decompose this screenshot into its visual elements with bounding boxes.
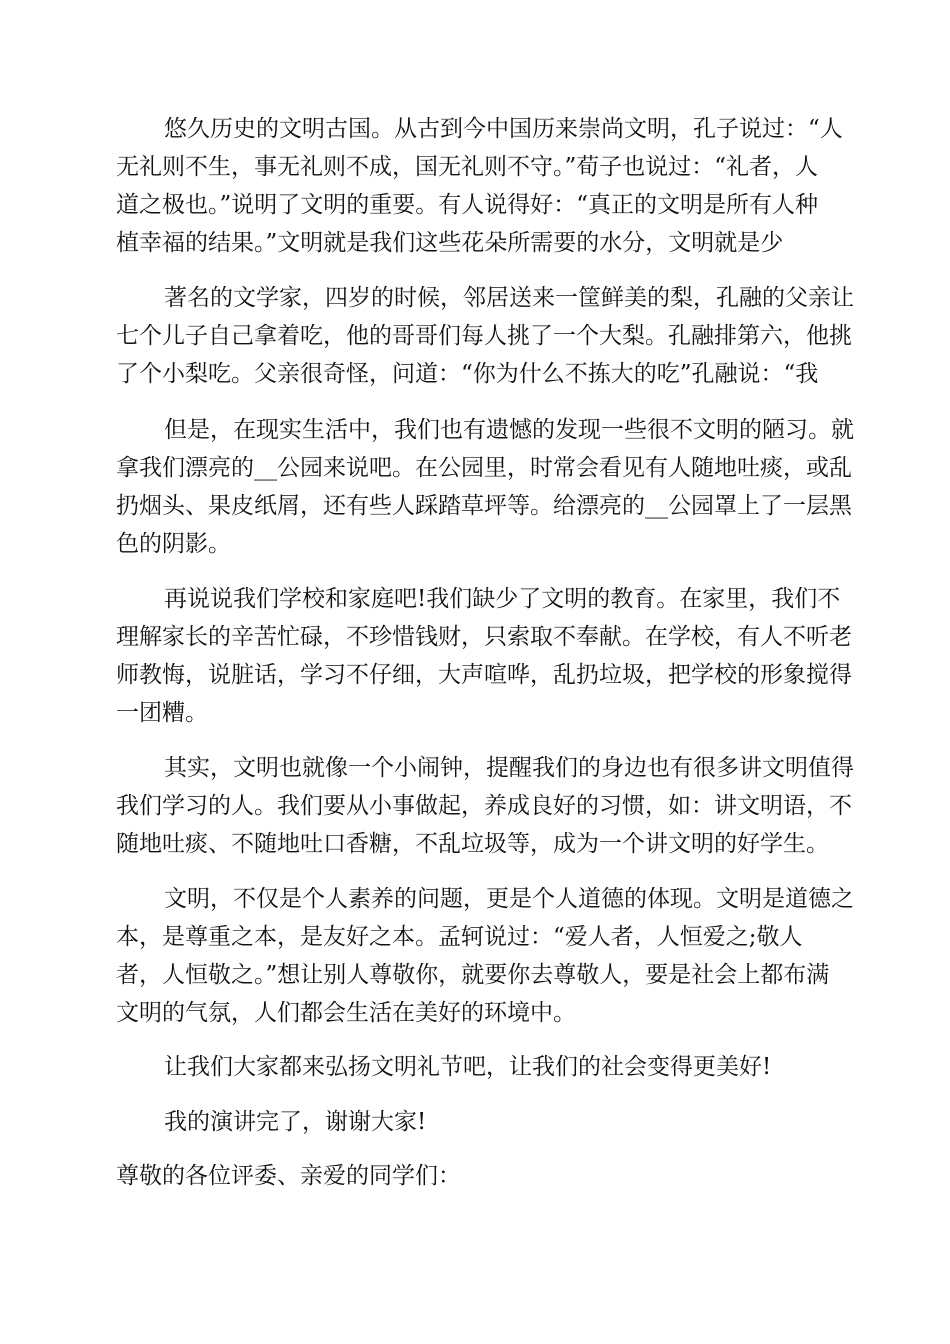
- paragraph-3-line-1: 但是，在现实生活中，我们也有遗憾的发现一些很不文明的陋习。就: [164, 417, 854, 443]
- paragraph-3-line-3: 扔烟头、果皮纸屑，还有些人踩踏草坪等。给漂亮的__公园罩上了一层黑: [116, 493, 852, 519]
- paragraph-3-line-4: 色的阴影。: [116, 531, 231, 557]
- paragraph-1-line-1: 悠久历史的文明古国。从古到今中国历来崇尚文明，孔子说过：“人: [164, 116, 843, 142]
- paragraph-5-line-3: 随地吐痰、不随地吐口香糖，不乱垃圾等，成为一个讲文明的好学生。: [116, 831, 829, 857]
- paragraph-4-line-4: 一团糟。: [116, 700, 208, 726]
- paragraph-6-line-3: 者，人恒敬之。”想让别人尊敬你，就要你去尊敬人，要是社会上都布满: [116, 962, 830, 988]
- paragraph-3-line-2: 拿我们漂亮的__公园来说吧。在公园里，时常会看见有人随地吐痰，或乱: [116, 455, 852, 481]
- paragraph-4-line-3: 师教悔，说脏话，学习不仔细，大声喧哗，乱扔垃圾，把学校的形象搅得: [116, 662, 852, 688]
- paragraph-8-line-1: 我的演讲完了，谢谢大家!: [164, 1109, 427, 1135]
- paragraph-6-line-4: 文明的气氛，人们都会生活在美好的环境中。: [116, 1000, 576, 1026]
- paragraph-1-line-2: 无礼则不生，事无礼则不成，国无礼则不守。”荀子也说过：“礼者，人: [116, 154, 819, 180]
- paragraph-2-line-2: 七个儿子自己拿着吃，他的哥哥们每人挑了一个大梨。孔融排第六，他挑: [116, 323, 852, 349]
- paragraph-1-line-3: 道之极也。”说明了文明的重要。有人说得好：“真正的文明是所有人种: [116, 192, 819, 218]
- salutation-line: 尊敬的各位评委、亲爱的同学们：: [116, 1163, 461, 1189]
- paragraph-5-line-2: 我们学习的人。我们要从小事做起，养成良好的习惯，如：讲文明语，不: [116, 793, 852, 819]
- paragraph-2-line-1: 著名的文学家，四岁的时候，邻居送来一筐鲜美的梨，孔融的父亲让: [164, 285, 854, 311]
- paragraph-7-line-1: 让我们大家都来弘扬文明礼节吧，让我们的社会变得更美好!: [164, 1054, 772, 1080]
- paragraph-6-line-1: 文明，不仅是个人素养的问题，更是个人道德的体现。文明是道德之: [164, 886, 854, 912]
- paragraph-4-line-2: 理解家长的辛苦忙碌，不珍惜钱财，只索取不奉献。在学校，有人不听老: [116, 624, 852, 650]
- paragraph-4-line-1: 再说说我们学校和家庭吧!我们缺少了文明的教育。在家里，我们不: [164, 586, 841, 612]
- paragraph-1-line-4: 植幸福的结果。”文明就是我们这些花朵所需要的水分，文明就是少: [116, 230, 784, 256]
- paragraph-5-line-1: 其实，文明也就像一个小闹钟，提醒我们的身边也有很多讲文明值得: [164, 755, 854, 781]
- paragraph-6-line-2: 本，是尊重之本，是友好之本。孟轲说过：“爱人者，人恒爱之;敬人: [116, 924, 803, 950]
- paragraph-2-line-3: 了个小梨吃。父亲很奇怪，问道：“你为什么不拣大的吃”孔融说：“我: [116, 361, 819, 387]
